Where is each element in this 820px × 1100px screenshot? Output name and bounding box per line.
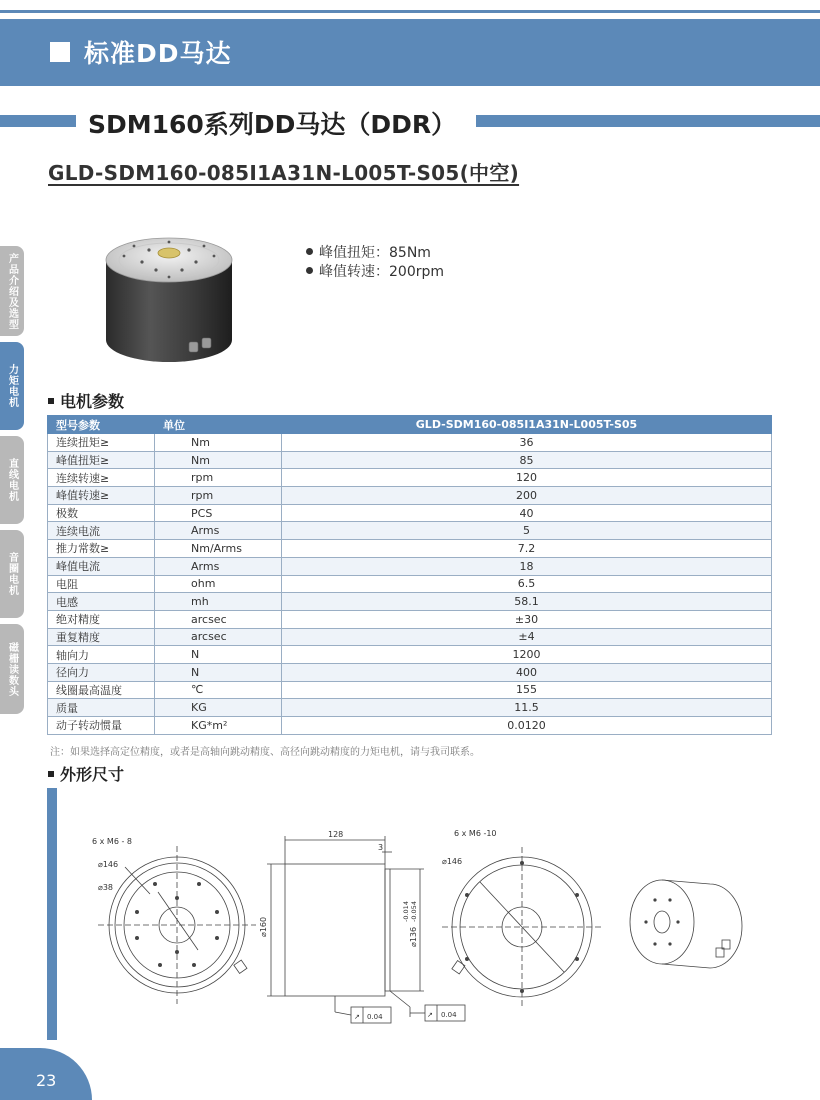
side-tab-label: 产品介绍及选型	[6, 252, 18, 330]
param-name-cell: 推力常数≥	[48, 540, 155, 558]
motor-product-image	[94, 222, 244, 372]
table-row	[48, 487, 772, 505]
param-value-cell: 155	[282, 681, 772, 699]
bullet-peak-torque	[306, 242, 444, 261]
table-row	[48, 717, 772, 735]
param-value-cell: ±4	[282, 628, 772, 646]
param-unit-cell: Arms	[155, 522, 282, 540]
param-name-cell: 峰值转速≥	[48, 487, 155, 505]
param-unit-cell: Nm	[155, 434, 282, 452]
param-value-cell: ±30	[282, 610, 772, 628]
side-runout1-label: 0.04	[367, 1013, 383, 1021]
side-tab-voice-coil[interactable]	[0, 530, 24, 618]
param-value-cell: 5	[282, 522, 772, 540]
table-row	[48, 681, 772, 699]
param-name-cell: 连续转速≥	[48, 469, 155, 487]
side-runout2-label: 0.04	[441, 1011, 457, 1019]
col-header-param: 型号参数	[48, 416, 155, 434]
side-tab-torque-motor[interactable]	[0, 342, 24, 430]
side-tab-encoder[interactable]	[0, 624, 24, 714]
param-value-cell: 11.5	[282, 699, 772, 717]
isometric-view-holes	[644, 898, 679, 945]
param-unit-cell: ohm	[155, 575, 282, 593]
param-unit-cell: Nm	[155, 451, 282, 469]
param-name-cell: 连续扭矩≥	[48, 434, 155, 452]
param-unit-cell: N	[155, 663, 282, 681]
param-unit-cell: KG	[155, 699, 282, 717]
param-value-cell: 7.2	[282, 540, 772, 558]
back-holes-label: 6 x M6 -10	[454, 829, 497, 838]
header-square-icon	[50, 42, 70, 62]
table-row	[48, 522, 772, 540]
bullet-text: 峰值扭矩：85Nm	[319, 244, 431, 261]
params-section-title: 电机参数	[60, 392, 125, 411]
side-tab-label: 音圈电机	[6, 552, 18, 596]
param-unit-cell: KG*m²	[155, 717, 282, 735]
side-tol-top-label: -0.014	[402, 901, 410, 922]
param-value-cell: 40	[282, 504, 772, 522]
table-row	[48, 610, 772, 628]
front-holes-label: 6 x M6 - 8	[92, 837, 132, 846]
table-row	[48, 540, 772, 558]
param-value-cell: 85	[282, 451, 772, 469]
series-bar-right	[476, 115, 820, 127]
isometric-view-drawing	[630, 880, 742, 968]
param-value-cell: 0.0120	[282, 717, 772, 735]
param-name-cell: 轴向力	[48, 646, 155, 664]
param-name-cell: 线圈最高温度	[48, 681, 155, 699]
param-value-cell: 18	[282, 557, 772, 575]
param-value-cell: 400	[282, 663, 772, 681]
side-tol-bottom-label: -0.054	[410, 901, 418, 922]
param-unit-cell: Nm/Arms	[155, 540, 282, 558]
side-tab-label: 直线电机	[6, 458, 18, 502]
table-row	[48, 469, 772, 487]
param-unit-cell: arcsec	[155, 628, 282, 646]
dims-section-title: 外形尺寸	[60, 765, 125, 784]
front-d146-label: ⌀146	[98, 860, 119, 869]
table-row	[48, 434, 772, 452]
bullet-text: 峰值转速：200rpm	[319, 263, 445, 280]
param-unit-cell: rpm	[155, 487, 282, 505]
front-d38-label: ⌀38	[98, 883, 113, 892]
param-name-cell: 峰值电流	[48, 557, 155, 575]
table-row	[48, 663, 772, 681]
col-header-unit: 单位	[155, 416, 282, 434]
series-bar-left	[0, 115, 76, 127]
page-number: 23	[36, 1071, 57, 1090]
table-header-row	[48, 416, 772, 434]
param-value-cell: 36	[282, 434, 772, 452]
param-name-cell: 连续电流	[48, 522, 155, 540]
side-d136-label: ⌀136	[409, 926, 418, 947]
param-value-cell: 1200	[282, 646, 772, 664]
param-unit-cell: N	[155, 646, 282, 664]
param-unit-cell: arcsec	[155, 610, 282, 628]
side-view-drawing	[267, 836, 465, 1023]
param-unit-cell: mh	[155, 593, 282, 611]
param-name-cell: 径向力	[48, 663, 155, 681]
back-view-drawing	[442, 847, 602, 1007]
side-tab-linear-motor[interactable]	[0, 436, 24, 524]
dims-section-heading	[48, 762, 124, 785]
param-name-cell: 峰值扭矩≥	[48, 451, 155, 469]
bullet-peak-speed	[306, 261, 444, 280]
param-value-cell: 6.5	[282, 575, 772, 593]
param-unit-cell: Arms	[155, 557, 282, 575]
front-view-drawing	[98, 846, 256, 1004]
footnote: 注：如果选择高定位精度，或者是高轴向跳动精度、高径向跳动精度的力矩电机，请与我司联系。	[50, 747, 480, 758]
param-name-cell: 动子转动惯量	[48, 717, 155, 735]
series-title: SDM160系列DD马达（DDR）	[88, 110, 457, 139]
model-title: GLD-SDM160-085I1A31N-L005T-S05(中空)	[48, 161, 520, 185]
table-row	[48, 451, 772, 469]
table-row	[48, 593, 772, 611]
table-row	[48, 575, 772, 593]
side-tab-products[interactable]	[0, 246, 24, 336]
params-section-heading	[48, 389, 124, 412]
param-unit-cell: rpm	[155, 469, 282, 487]
feature-bullets	[306, 242, 444, 280]
param-value-cell: 200	[282, 487, 772, 505]
dimension-drawings	[70, 822, 770, 1032]
side-step-label: 3	[378, 843, 384, 852]
param-name-cell: 重复精度	[48, 628, 155, 646]
param-value-cell: 58.1	[282, 593, 772, 611]
dims-accent-bar	[47, 788, 57, 1040]
runout-arrow-icon: ↗	[354, 1013, 360, 1021]
param-name-cell: 绝对精度	[48, 610, 155, 628]
param-name-cell: 极数	[48, 504, 155, 522]
side-width-label: 128	[328, 830, 344, 839]
chapter-title: 标准DD马达	[84, 39, 232, 68]
table-row	[48, 699, 772, 717]
col-header-model: GLD-SDM160-085I1A31N-L005T-S05	[282, 416, 772, 434]
table-row	[48, 646, 772, 664]
param-name-cell: 质量	[48, 699, 155, 717]
side-tab-label: 力矩电机	[6, 364, 18, 408]
param-unit-cell: ℃	[155, 681, 282, 699]
param-value-cell: 120	[282, 469, 772, 487]
back-d146-label: ⌀146	[442, 857, 463, 866]
table-row	[48, 628, 772, 646]
side-d160-label: ⌀160	[259, 916, 268, 937]
top-rule	[0, 10, 820, 13]
table-row	[48, 557, 772, 575]
motor-params-table	[47, 415, 772, 735]
param-name-cell: 电感	[48, 593, 155, 611]
side-tab-label: 磁栅读数头	[6, 641, 18, 697]
runout-arrow-icon-2: ↗	[427, 1011, 433, 1019]
param-name-cell: 电阻	[48, 575, 155, 593]
table-row	[48, 504, 772, 522]
param-unit-cell: PCS	[155, 504, 282, 522]
